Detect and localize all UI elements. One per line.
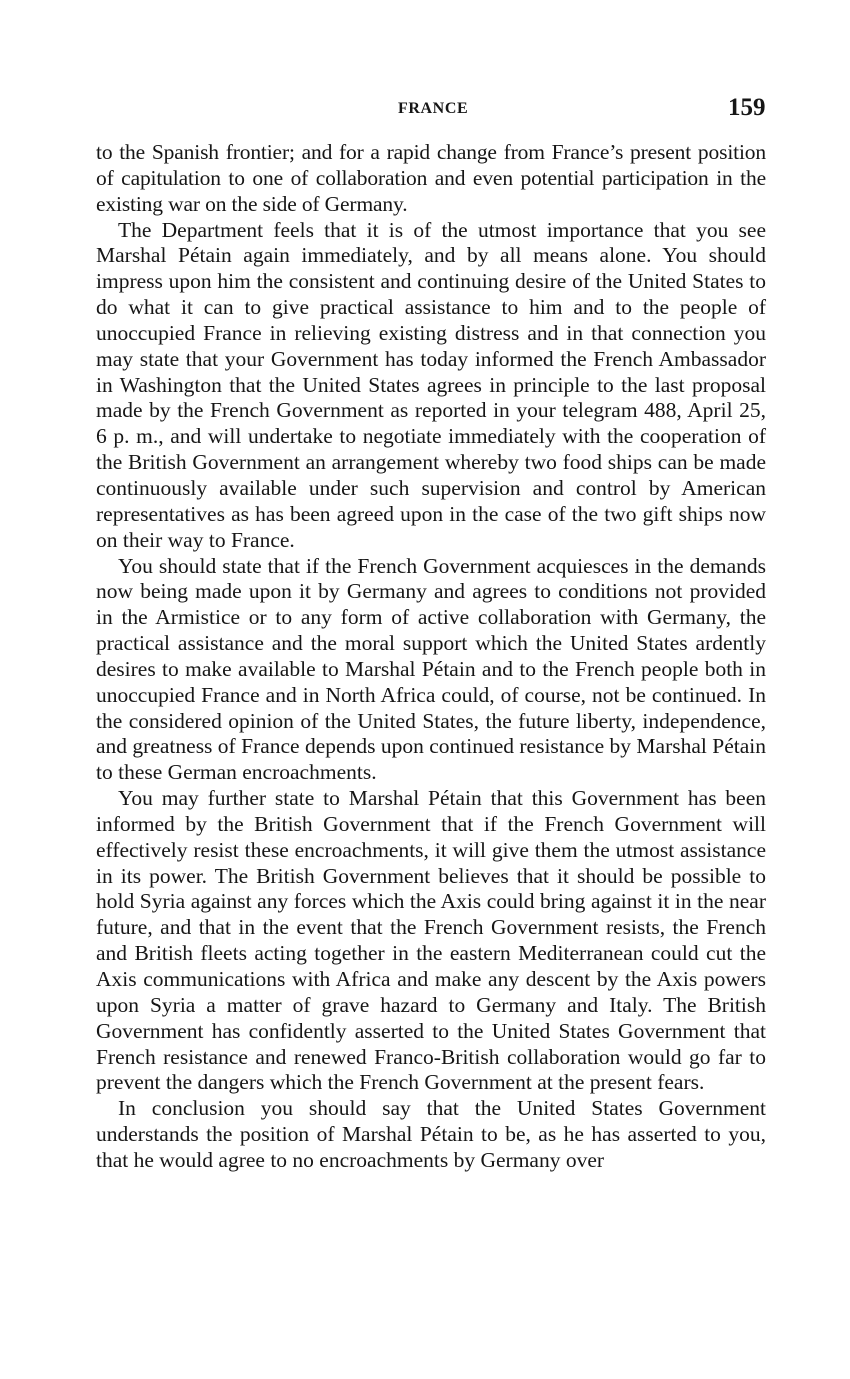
body-text	[96, 140, 766, 1174]
paragraph-continuation: to the Spanish frontier; and for a rapid change from France’s present position of capitulation to one of collaboration and even potential participation in the existing war on the side of Germany.	[96, 140, 766, 216]
running-title: FRANCE	[398, 100, 469, 117]
paragraph-food-ships: The Department feels that it is of the utmost importance that you see Marshal Pétain again immediately, and by all means alone. You should impress upon him the consistent and continuing desire of the United States to do what it can to give practical assistance to him and to the people of unoccupied France in relieving existing distress and in that connection you may state that your Government has today informed the French Ambassador in Washington that the United States agrees in principle to the last proposal made by the French Government as reported in your telegram 488, April 25, 6 p. m., and will undertake to negotiate immediately with the cooperation of the British Government an arrangement whereby two food ships can be made continuously available under such supervision and control by American representatives as has been agreed upon in the case of the two gift ships now on their way to France.	[96, 217, 766, 552]
paragraph-collaboration-warning: You should state that if the French Government acquiesces in the demands now being made upon it by Germany and agrees to conditions not provided in the Armistice or to any form of active collaboration with Germany, the practical assistance and the moral support which the United States ardently desires to make available to Marshal Pétain and to the French people both in unoccupied France and in North Africa could, of course, not be continued. In the considered opinion of the United States, the future liberty, independence, and greatness of France depends upon continued resistance by Marshal Pétain to these German encroachments.	[96, 553, 766, 785]
page-number: 159	[728, 94, 766, 121]
running-header	[0, 96, 850, 126]
paragraph-conclusion: In conclusion you should say that the United States Government understands the position of Marshal Pétain to be, as he has asserted to you, that he would agree to no encroachments by Germany over	[96, 1096, 766, 1172]
paragraph-british-assistance: You may further state to Marshal Pétain that this Government has been informed by the British Government that if the French Government will effectively resist these encroachments, it will give them the utmost assistance in its power. The British Government believes that it should be possible to hold Syria against any forces which the Axis could bring against it in the near future, and that in the event that the French Government resists, the French and British fleets acting together in the eastern Mediterranean could cut the Axis communications with Africa and make any descent by the Axis powers upon Syria a matter of grave hazard to Germany and Italy. The British Government has confidently asserted to the United States Government that French resistance and renewed Franco-British collaboration would go far to prevent the dangers which the French Government at the present fears.	[96, 786, 766, 1095]
